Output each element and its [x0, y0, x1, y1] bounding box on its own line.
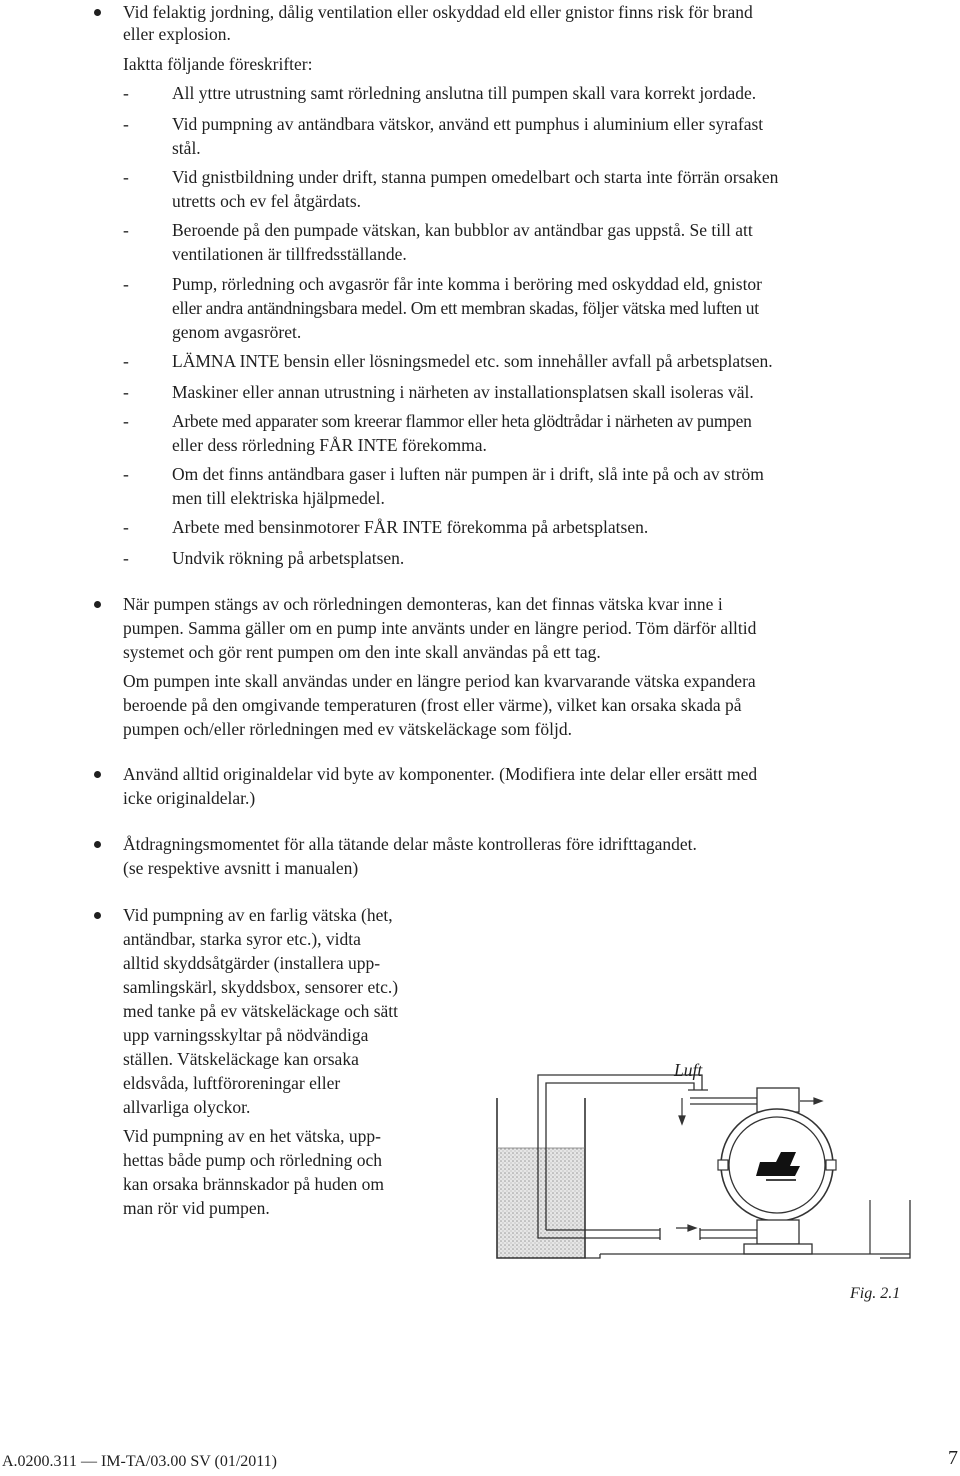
bullet1-line1: Vid felaktig jordning, dålig ventilation eller oskyddad eld eller gnistor finns risk för brand — [123, 2, 753, 22]
rule-line: LÄMNA INTE bensin eller lösningsmedel etc. som innehåller avfall på arbetsplatsen. — [172, 351, 773, 371]
bullet5-line: allvarliga olyckor. — [123, 1097, 251, 1117]
dash-marker: - — [123, 351, 129, 371]
bullet5-line: eldsvåda, luftföroreningar eller — [123, 1073, 341, 1093]
flow-arrow-icon — [676, 1225, 696, 1231]
air-label: Luft — [674, 1060, 703, 1080]
rule-line: Arbete med apparater som kreerar flammor eller heta glödtrådar i närheten av pumpen — [172, 411, 752, 431]
bullet5-line: antändbar, starka syror etc.), vidta — [123, 929, 361, 949]
bullet2-para-line: pumpen och/eller rörledningen med ev vätskeläckage som följd. — [123, 719, 573, 739]
rule-line: Undvik rökning på arbetsplatsen. — [172, 548, 405, 568]
page-number: 7 — [948, 1447, 958, 1469]
rule-line: ventilationen är tillfredsställande. — [172, 244, 407, 264]
bullet-marker — [94, 771, 101, 778]
rule-line: men till elektriska hjälpmedel. — [172, 488, 385, 508]
bullet1-intro: Iaktta följande föreskrifter: — [123, 54, 313, 74]
bullet3-line: icke originaldelar.) — [123, 788, 256, 808]
dash-marker: - — [123, 517, 129, 537]
bullet5-line: alltid skyddsåtgärder (installera upp- — [123, 953, 381, 973]
bullet5-line: upp varningsskyltar på nödvändiga — [123, 1025, 369, 1045]
bullet5-line: samlingskärl, skyddsbox, sensorer etc.) — [123, 977, 399, 997]
flow-arrow-icon — [800, 1098, 822, 1104]
dash-marker: - — [123, 548, 129, 568]
rule-line: All yttre utrustning samt rörledning anslutna till pumpen skall vara korrekt jordade. — [172, 83, 757, 103]
rule-line: eller andra antändningsbara medel. Om ett membran skadas, följer vätska med luften ut — [172, 298, 759, 318]
bullet5-para-line: man rör vid pumpen. — [123, 1198, 270, 1218]
rule-line: Pump, rörledning och avgasrör får inte komma i beröring med oskyddad eld, gnistor — [172, 274, 763, 294]
dash-marker: - — [123, 382, 129, 402]
bullet4-line: (se respektive avsnitt i manualen) — [123, 858, 359, 878]
rule-line: Vid pumpning av antändbara vätskor, använd ett pumphus i aluminium eller syrafast — [172, 114, 764, 134]
doc-code: A.0200.311 — IM-TA/03.00 SV (01/2011) — [2, 1453, 278, 1470]
bullet5-para-line: Vid pumpning av en het vätska, upp- — [123, 1126, 381, 1146]
rule-line: utretts och ev fel åtgärdats. — [172, 191, 362, 211]
bullet5-line: ställen. Vätskeläckage kan orsaka — [123, 1049, 359, 1069]
dash-marker: - — [123, 114, 129, 134]
source-tank — [497, 1098, 585, 1258]
bullet5-para-line: kan orsaka brännskador på huden om — [123, 1174, 384, 1194]
bullet4-line: Åtdragningsmomentet för alla tätande delar måste kontrolleras före idrifttagandet. — [123, 834, 697, 854]
dash-marker: - — [123, 83, 129, 103]
rule-line: genom avgasröret. — [172, 322, 302, 342]
rule-line: eller dess rörledning FÅR INTE förekomma. — [172, 435, 487, 455]
bullet-marker — [94, 841, 101, 848]
rule-line: Beroende på den pumpade vätskan, kan bubblor av antändbar gas uppstå. Se till att — [172, 220, 753, 240]
bullet5-line: med tanke på ev vätskeläckage och sätt — [123, 1001, 399, 1021]
bullet5-para-line: hettas både pump och rörledning och — [123, 1150, 383, 1170]
dash-marker: - — [123, 167, 129, 187]
rule-line: Arbete med bensinmotorer FÅR INTE förekomma på arbetsplatsen. — [172, 517, 649, 537]
bullet2-para-line: beroende på den omgivande temperaturen (frost eller värme), vilket kan orsaka skada på — [123, 695, 742, 715]
bullet3-line: Använd alltid originaldelar vid byte av komponenter. (Modifiera inte delar eller ersätt med — [123, 764, 758, 784]
bullet2-line: systemet och gör rent pumpen om den inte skall användas på ett tag. — [123, 642, 601, 662]
pump-diagram — [490, 1050, 930, 1270]
rule-line: Vid gnistbildning under drift, stanna pumpen omedelbart och starta inte förrän orsaken — [172, 167, 779, 187]
bullet-marker — [94, 601, 101, 608]
rule-line: Om det finns antändbara gaser i luften när pumpen är i drift, slå inte på och av ström — [172, 464, 764, 484]
bullet5-line: Vid pumpning av en farlig vätska (het, — [123, 905, 393, 925]
figure-caption: Fig. 2.1 — [850, 1285, 901, 1302]
rule-line: Maskiner eller annan utrustning i närheten av installationsplatsen skall isoleras väl. — [172, 382, 754, 402]
dash-marker: - — [123, 411, 129, 431]
bullet2-line: pumpen. Samma gäller om en pump inte använts under en längre period. Töm därför alltid — [123, 618, 757, 638]
bullet1-line2: eller explosion. — [123, 24, 231, 44]
rule-line: stål. — [172, 138, 201, 158]
bullet-marker — [94, 9, 101, 16]
bullet2-para-line: Om pumpen inte skall användas under en längre period kan kvarvarande vätska expandera — [123, 671, 756, 691]
air-arrow-icon — [679, 1098, 685, 1124]
bullet2-line: När pumpen stängs av och rörledningen demonteras, kan det finnas vätska kvar inne i — [123, 594, 723, 614]
dash-marker: - — [123, 274, 129, 294]
pump-body — [718, 1088, 836, 1221]
dash-marker: - — [123, 220, 129, 240]
bullet-marker — [94, 912, 101, 919]
dash-marker: - — [123, 464, 129, 484]
